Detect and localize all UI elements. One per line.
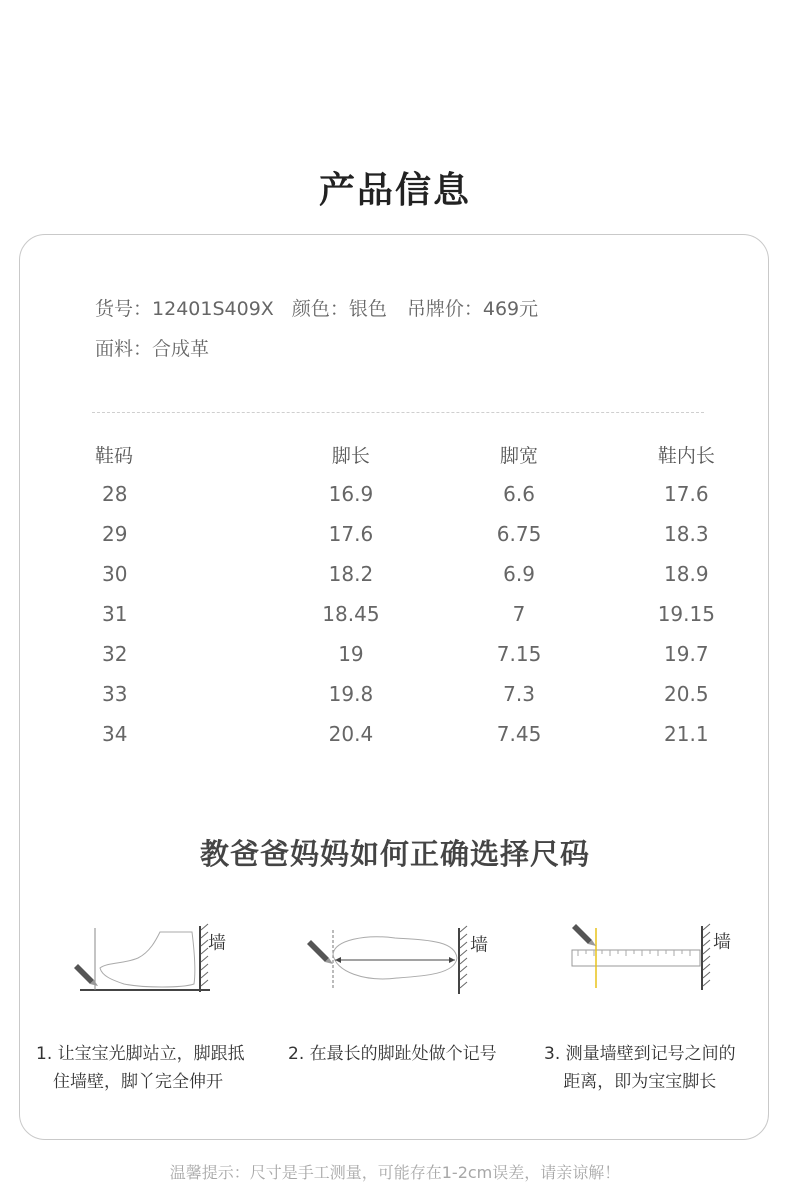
wall-label-2: 墙 [470,935,488,956]
table-row [20,634,770,674]
info-line-2 [95,334,209,361]
cell-inner-length: 20.5 [664,682,709,706]
cell-inner-length: 17.6 [664,482,709,506]
size-table [20,434,770,754]
header-shoe-size: 鞋码 [95,444,134,467]
cell-foot-length: 19.8 [328,682,374,706]
step-1-line-2: 住墙壁，脚丫完全伸开 [53,1072,223,1092]
step-2-line-1: 2. 在最长的脚趾处做个记号 [288,1044,497,1064]
cell-size: 28 [102,482,128,506]
table-row [20,474,770,514]
cell-foot-length: 16.9 [328,482,374,506]
cell-foot-length: 19 [338,642,364,666]
sku-value: 12401S409X [152,298,274,320]
cell-inner-length: 21.1 [664,722,709,746]
header-inner-length: 鞋内长 [657,444,715,467]
table-row [20,554,770,594]
page-title: 产品信息 [318,170,471,211]
cell-inner-length: 19.7 [664,642,709,666]
wall-label-1: 墙 [208,933,226,954]
cell-foot-width: 6.9 [503,562,535,586]
cell-size: 32 [102,642,128,666]
table-row [20,594,770,634]
material-label: 面料： [95,338,153,360]
cell-foot-length: 18.45 [322,602,380,626]
cell-foot-length: 18.2 [328,562,374,586]
color-label: 颜色： [291,298,349,320]
footer-note: 温馨提示：尺寸是手工测量，可能存在1-2cm误差，请亲谅解！ [169,1163,621,1182]
cell-foot-width: 6.6 [503,482,535,506]
header-foot-width: 脚宽 [500,444,539,467]
sku-label: 货号： [95,298,153,320]
cell-size: 30 [102,562,128,586]
dashed-divider [92,412,704,413]
step-3-line-2: 距离，即为宝宝脚长 [563,1072,717,1092]
step-1 [36,1040,245,1096]
price-label: 吊牌价： [406,298,483,320]
cell-foot-length: 17.6 [328,522,374,546]
cell-size: 29 [102,522,128,546]
foot-mark-illustration [305,918,475,998]
cell-size: 33 [102,682,128,706]
cell-foot-width: 7.15 [496,642,542,666]
info-line-1 [95,294,538,321]
cell-size: 31 [102,602,128,626]
step-3 [544,1040,736,1096]
cell-foot-width: 7 [512,602,526,626]
cell-foot-width: 7.45 [496,722,542,746]
step-2 [288,1040,497,1068]
cell-inner-length: 18.3 [664,522,709,546]
table-row [20,714,770,754]
wall-label-3: 墙 [713,932,731,953]
size-table-header [20,434,770,474]
cell-foot-length: 20.4 [328,722,374,746]
color-value: 银色 [348,298,387,320]
cell-inner-length: 18.9 [664,562,709,586]
step-1-line-1: 1. 让宝宝光脚站立，脚跟抵 [36,1044,245,1064]
price-value: 469元 [482,298,539,320]
table-row [20,514,770,554]
cell-foot-width: 6.75 [496,522,542,546]
material-value: 合成革 [152,338,210,360]
cell-size: 34 [102,722,128,746]
guide-title: 教爸爸妈妈如何正确选择尺码 [199,837,590,871]
header-foot-length: 脚长 [331,444,370,467]
step-3-line-1: 3. 测量墙壁到记号之间的 [544,1044,736,1064]
table-row [20,674,770,714]
cell-foot-width: 7.3 [503,682,535,706]
cell-inner-length: 19.15 [657,602,715,626]
